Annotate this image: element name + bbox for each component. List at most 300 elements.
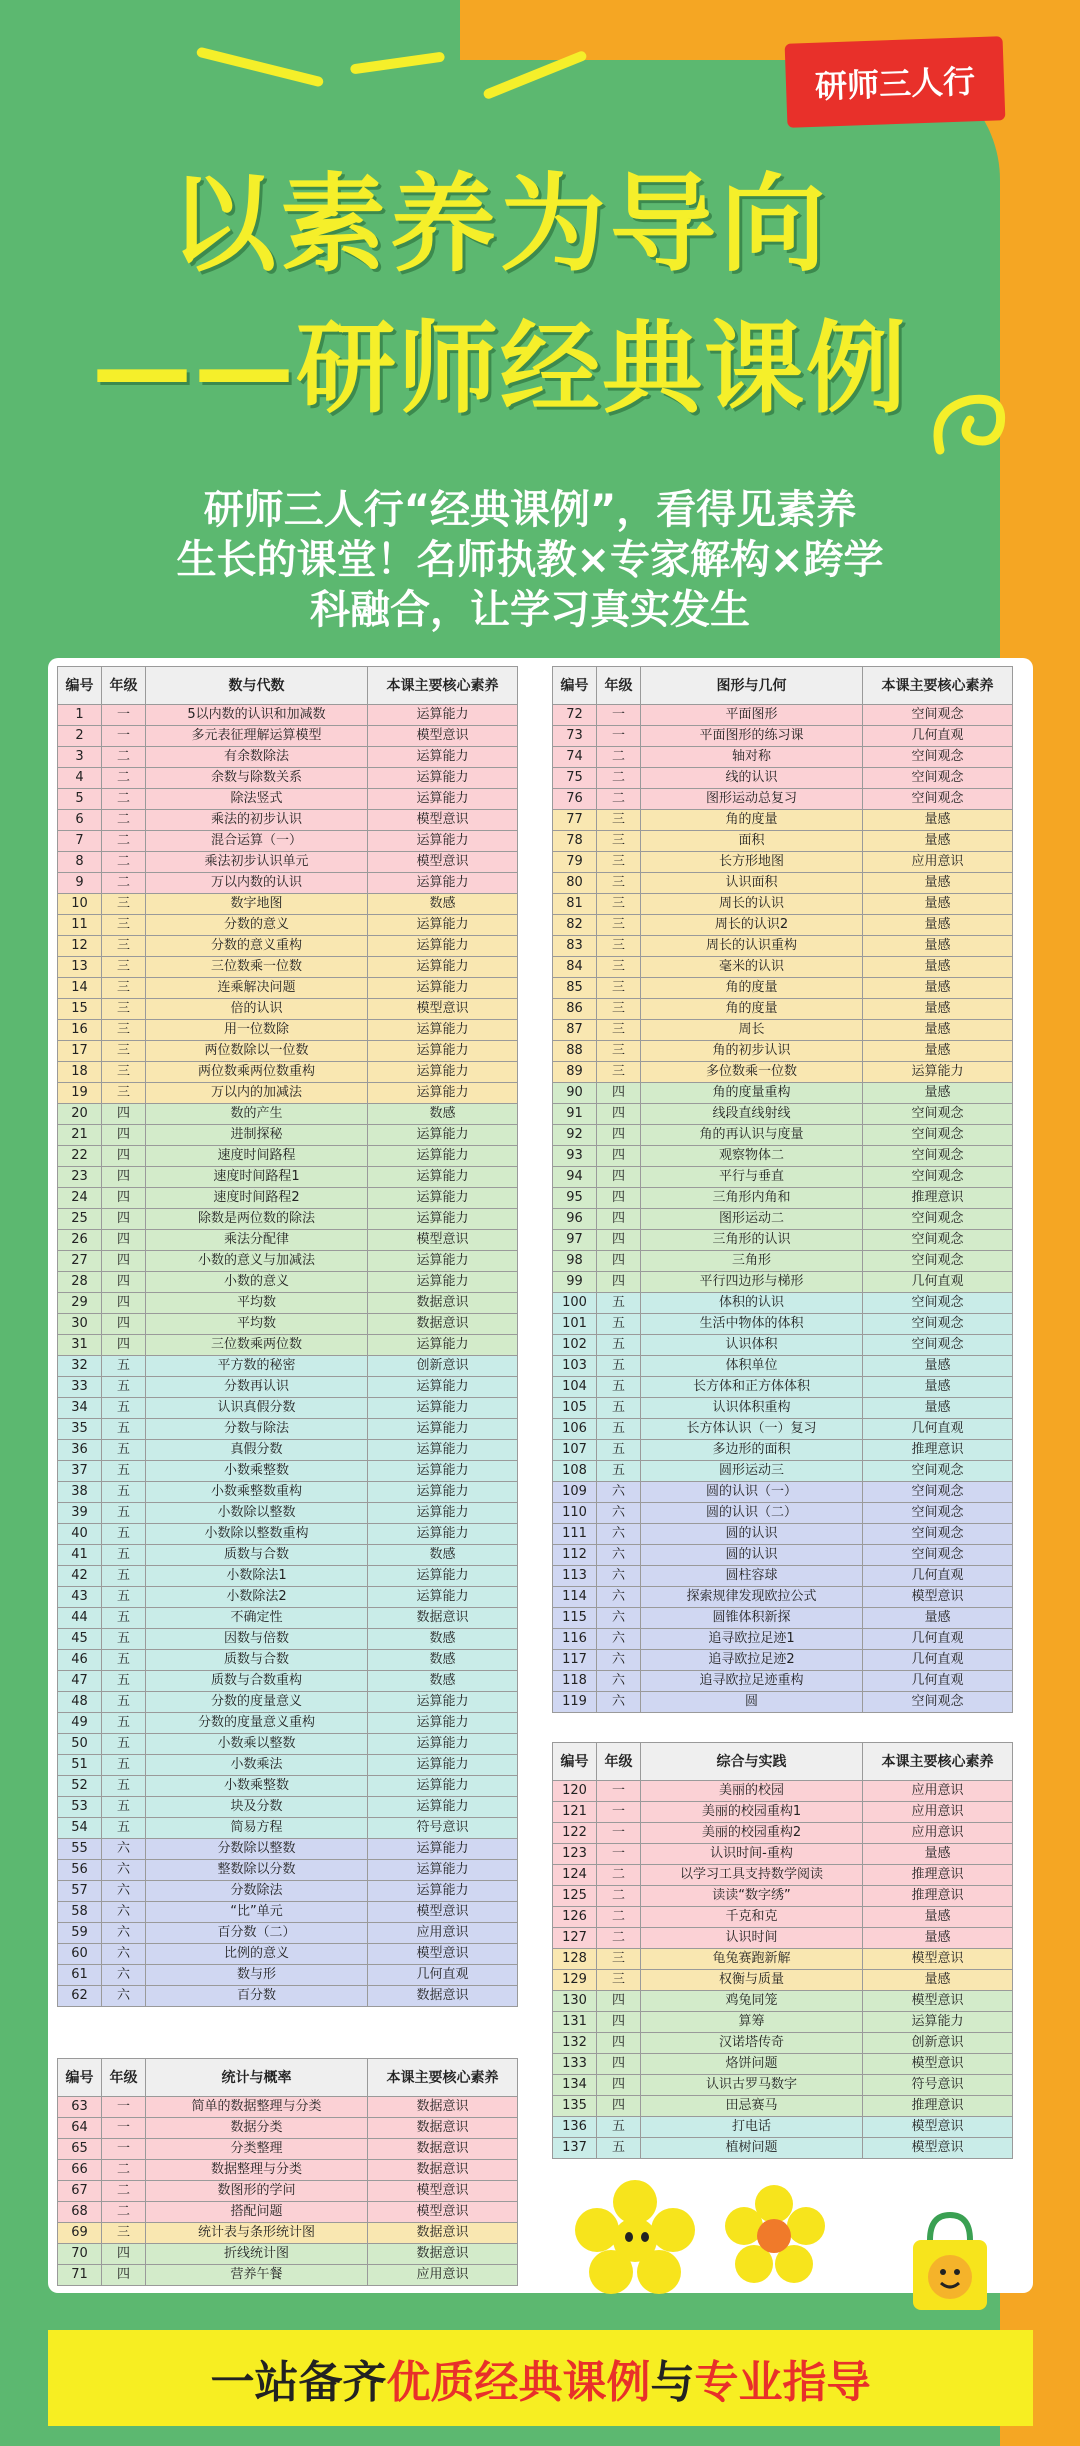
cell-lesson: 速度时间路程2 [146,1188,368,1209]
table-row [58,1818,518,1839]
table-row [553,1461,1013,1482]
table-row [58,1608,518,1629]
cell-core: 运算能力 [863,1062,1013,1083]
cell-core: 运算能力 [863,2012,1013,2033]
cell-lesson: 小数的意义与加减法 [146,1251,368,1272]
cell-grade: 五 [102,1566,146,1587]
cell-core: 模型意识 [863,2117,1013,2138]
cell-grade: 三 [102,1041,146,1062]
cell-lesson: 营养午餐 [146,2265,368,2286]
cell-grade: 四 [597,1125,641,1146]
cell-lesson: 读读“数字绣” [641,1886,863,1907]
cell-lesson: 混合运算（一） [146,831,368,852]
cell-core: 量感 [863,1083,1013,1104]
cell-grade: 二 [102,747,146,768]
table-row [553,1844,1013,1865]
cell-core: 量感 [863,810,1013,831]
cell-num: 40 [58,1524,102,1545]
table-row [553,1692,1013,1713]
cell-num: 127 [553,1928,597,1949]
cell-core: 运算能力 [368,1755,518,1776]
cell-core: 空间观念 [863,705,1013,726]
cell-grade: 二 [597,1928,641,1949]
table-row [58,1293,518,1314]
table-row [553,1629,1013,1650]
table-row [553,2138,1013,2159]
cell-core: 数据意识 [368,2097,518,2118]
cell-grade: 六 [597,1608,641,1629]
cell-core: 数感 [368,1629,518,1650]
cell-core: 空间观念 [863,1503,1013,1524]
table-row [58,1146,518,1167]
cell-core: 推理意识 [863,1886,1013,1907]
cell-grade: 三 [597,1020,641,1041]
cell-core: 模型意识 [368,1902,518,1923]
cell-core: 空间观念 [863,1335,1013,1356]
cell-grade: 四 [597,1230,641,1251]
cell-core: 模型意识 [368,1230,518,1251]
cell-num: 8 [58,852,102,873]
cell-lesson: 田忌赛马 [641,2096,863,2117]
cell-core: 空间观念 [863,1146,1013,1167]
table-row [553,1886,1013,1907]
table-row [553,1377,1013,1398]
cell-lesson: 平方数的秘密 [146,1356,368,1377]
table-row [58,831,518,852]
table-row [58,2202,518,2223]
table-row [58,1839,518,1860]
table-row [58,1020,518,1041]
cell-lesson: 平行与垂直 [641,1167,863,1188]
cell-core: 运算能力 [368,789,518,810]
cell-num: 129 [553,1970,597,1991]
cell-num: 66 [58,2160,102,2181]
cell-grade: 三 [102,957,146,978]
cell-core: 空间观念 [863,1524,1013,1545]
cell-lesson: 周长的认识重构 [641,936,863,957]
cell-grade: 一 [102,726,146,747]
table-row [58,1062,518,1083]
table-row [58,1650,518,1671]
cell-core: 模型意识 [368,810,518,831]
table-row [58,1314,518,1335]
cell-num: 35 [58,1419,102,1440]
cell-lesson: 算筹 [641,2012,863,2033]
cell-lesson: 追寻欧拉足迹重构 [641,1671,863,1692]
cell-core: 运算能力 [368,1839,518,1860]
cell-lesson: 小数乘整数 [146,1461,368,1482]
table-row [553,1482,1013,1503]
table-row [58,768,518,789]
cell-num: 91 [553,1104,597,1125]
cell-lesson: 简单的数据整理与分类 [146,2097,368,2118]
table-row [58,1083,518,1104]
cell-num: 128 [553,1949,597,1970]
shopping-bag-icon [905,2205,995,2315]
cell-num: 51 [58,1755,102,1776]
flower-icon [575,2180,695,2300]
cell-core: 量感 [863,1844,1013,1865]
cell-num: 2 [58,726,102,747]
cell-core: 运算能力 [368,1062,518,1083]
cell-core: 量感 [863,894,1013,915]
cell-core: 几何直观 [863,726,1013,747]
cell-core: 运算能力 [368,831,518,852]
cell-lesson: 多元表征理解运算模型 [146,726,368,747]
cell-num: 133 [553,2054,597,2075]
cell-grade: 五 [597,1440,641,1461]
cell-grade: 二 [102,768,146,789]
cell-num: 24 [58,1188,102,1209]
cell-core: 数据意识 [368,2139,518,2160]
cell-num: 25 [58,1209,102,1230]
cell-lesson: 三位数乘两位数 [146,1335,368,1356]
table-row [58,957,518,978]
cell-lesson: 图形运动总复习 [641,789,863,810]
table-row [58,1272,518,1293]
cell-lesson: 探索规律发现欧拉公式 [641,1587,863,1608]
cell-core: 量感 [863,999,1013,1020]
cell-lesson: 连乘解决问题 [146,978,368,999]
cell-grade: 一 [597,726,641,747]
table-row [58,1503,518,1524]
cell-lesson: 速度时间路程 [146,1146,368,1167]
cell-grade: 四 [102,1314,146,1335]
table-row [553,1928,1013,1949]
table-row [553,2075,1013,2096]
cell-core: 数据意识 [368,1293,518,1314]
table-row [58,2118,518,2139]
table-statistics [57,2058,518,2286]
cell-lesson: 乘法初步认识单元 [146,852,368,873]
cell-lesson: 圆的认识（二） [641,1503,863,1524]
cell-lesson: 多位数乘一位数 [641,1062,863,1083]
cell-num: 30 [58,1314,102,1335]
table-row [553,1566,1013,1587]
cell-core: 量感 [863,936,1013,957]
cell-core: 空间观念 [863,1251,1013,1272]
cell-num: 87 [553,1020,597,1041]
cell-num: 131 [553,2012,597,2033]
cell-num: 71 [58,2265,102,2286]
bottom-banner [48,2330,1033,2426]
cell-num: 125 [553,1886,597,1907]
cell-lesson: 圆柱容球 [641,1566,863,1587]
cell-lesson: 鸡兔同笼 [641,1991,863,2012]
cell-grade: 五 [597,1398,641,1419]
cell-grade: 五 [597,1293,641,1314]
cell-lesson: 认识时间 [641,1928,863,1949]
cell-grade: 五 [597,2117,641,2138]
cell-grade: 五 [597,1314,641,1335]
table-row [58,1440,518,1461]
cell-num: 72 [553,705,597,726]
cell-grade: 四 [597,1146,641,1167]
cell-core: 运算能力 [368,978,518,999]
cell-core: 运算能力 [368,873,518,894]
table-row [553,1083,1013,1104]
cell-grade: 五 [102,1461,146,1482]
cell-num: 134 [553,2075,597,2096]
cell-lesson: 除数是两位数的除法 [146,1209,368,1230]
cell-lesson: 轴对称 [641,747,863,768]
cell-core: 推理意识 [863,1440,1013,1461]
cell-num: 1 [58,705,102,726]
cell-core: 运算能力 [368,1566,518,1587]
cell-num: 90 [553,1083,597,1104]
cell-core: 空间观念 [863,789,1013,810]
table-row [553,936,1013,957]
cell-lesson: 三角形内角和 [641,1188,863,1209]
cell-lesson: 质数与合数 [146,1650,368,1671]
flower-icon [725,2185,825,2285]
cell-core: 量感 [863,1970,1013,1991]
cell-core: 空间观念 [863,747,1013,768]
table-row [553,1230,1013,1251]
cell-grade: 二 [597,747,641,768]
table-row [58,1482,518,1503]
table-row [58,1881,518,1902]
cell-lesson: 分数的度量意义重构 [146,1713,368,1734]
cell-lesson: 有余数除法 [146,747,368,768]
cell-core: 模型意识 [368,726,518,747]
table-row [58,2097,518,2118]
cell-core: 量感 [863,957,1013,978]
header-core: 本课主要核心素养 [368,2059,518,2097]
cell-lesson: 分数的度量意义 [146,1692,368,1713]
table-row [553,1419,1013,1440]
cell-num: 120 [553,1781,597,1802]
table-row [58,747,518,768]
cell-grade: 五 [102,1524,146,1545]
cell-grade: 一 [102,2118,146,2139]
cell-grade: 五 [102,1398,146,1419]
table-row [58,1776,518,1797]
cell-num: 108 [553,1461,597,1482]
cell-lesson: 圆形运动三 [641,1461,863,1482]
cell-num: 94 [553,1167,597,1188]
banner-text: 与 [650,2357,695,2408]
cell-core: 运算能力 [368,1398,518,1419]
table-row [58,1902,518,1923]
cell-core: 数据意识 [368,2118,518,2139]
cell-grade: 一 [102,2139,146,2160]
cell-num: 34 [58,1398,102,1419]
cell-core: 运算能力 [368,1167,518,1188]
cell-grade: 二 [102,810,146,831]
cell-core: 运算能力 [368,1587,518,1608]
cell-num: 65 [58,2139,102,2160]
cell-core: 运算能力 [368,1797,518,1818]
cell-core: 量感 [863,1377,1013,1398]
header-core: 本课主要核心素养 [368,667,518,705]
table-row [553,1251,1013,1272]
table-row [553,1865,1013,1886]
cell-core: 空间观念 [863,1461,1013,1482]
table-row [553,1167,1013,1188]
cell-grade: 四 [597,1251,641,1272]
table-row [58,873,518,894]
cell-grade: 二 [102,2202,146,2223]
table-row [553,2096,1013,2117]
cell-core: 量感 [863,1356,1013,1377]
cell-grade: 二 [597,1886,641,1907]
cell-num: 20 [58,1104,102,1125]
cell-grade: 四 [597,2096,641,2117]
cell-lesson: 数与形 [146,1965,368,1986]
cell-grade: 三 [597,1970,641,1991]
cell-core: 量感 [863,1608,1013,1629]
table-row [553,705,1013,726]
table-row [553,1020,1013,1041]
cell-core: 符号意识 [368,1818,518,1839]
cell-core: 运算能力 [368,768,518,789]
cell-num: 31 [58,1335,102,1356]
table-header-row [553,667,1013,705]
cell-core: 运算能力 [368,1083,518,1104]
cell-lesson: 搭配问题 [146,2202,368,2223]
cell-grade: 三 [102,915,146,936]
table-row [553,1503,1013,1524]
table-number-algebra [57,666,518,2007]
cell-grade: 六 [597,1503,641,1524]
swirl-icon [920,370,1020,470]
header-grade: 年级 [597,1743,641,1781]
cell-core: 量感 [863,873,1013,894]
table-row [553,999,1013,1020]
cell-num: 74 [553,747,597,768]
cell-num: 135 [553,2096,597,2117]
cell-core: 空间观念 [863,1230,1013,1251]
cell-core: 推理意识 [863,2096,1013,2117]
cell-lesson: 两位数除以一位数 [146,1041,368,1062]
cell-lesson: 生活中物体的体积 [641,1314,863,1335]
cell-grade: 四 [102,2265,146,2286]
cell-grade: 四 [597,1272,641,1293]
table-row [58,852,518,873]
cell-num: 44 [58,1608,102,1629]
cell-num: 17 [58,1041,102,1062]
header-core: 本课主要核心素养 [863,1743,1013,1781]
cell-num: 10 [58,894,102,915]
cell-grade: 四 [597,1167,641,1188]
cell-num: 32 [58,1356,102,1377]
cell-num: 101 [553,1314,597,1335]
cell-num: 107 [553,1440,597,1461]
table-row [553,957,1013,978]
cell-core: 运算能力 [368,1692,518,1713]
cell-lesson: 小数乘以整数 [146,1734,368,1755]
table-row [553,873,1013,894]
table-row [58,1461,518,1482]
cell-core: 模型意识 [368,2181,518,2202]
cell-grade: 四 [102,1146,146,1167]
cell-grade: 五 [102,1356,146,1377]
table-row [58,1377,518,1398]
cell-core: 量感 [863,1020,1013,1041]
cell-grade: 六 [597,1545,641,1566]
cell-core: 空间观念 [863,1482,1013,1503]
cell-lesson: 三角形 [641,1251,863,1272]
cell-grade: 三 [102,999,146,1020]
cell-core: 运算能力 [368,1251,518,1272]
cell-grade: 五 [597,1335,641,1356]
cell-core: 空间观念 [863,1545,1013,1566]
cell-num: 7 [58,831,102,852]
table-row [553,1524,1013,1545]
cell-grade: 一 [102,2097,146,2118]
cell-lesson: 小数除以整数重构 [146,1524,368,1545]
cell-core: 空间观念 [863,768,1013,789]
cell-lesson: 美丽的校园 [641,1781,863,1802]
table-row [553,1781,1013,1802]
table-row [58,1944,518,1965]
table-row [58,1587,518,1608]
cell-num: 80 [553,873,597,894]
cell-lesson: 美丽的校园重构1 [641,1802,863,1823]
cell-grade: 四 [102,1188,146,1209]
table-row [553,852,1013,873]
cell-lesson: 角的度量 [641,810,863,831]
cell-num: 27 [58,1251,102,1272]
table-row [553,1272,1013,1293]
cell-core: 运算能力 [368,747,518,768]
cell-grade: 四 [597,1209,641,1230]
cell-core: 空间观念 [863,1293,1013,1314]
cell-core: 模型意识 [368,852,518,873]
table-row [58,705,518,726]
cell-lesson: 追寻欧拉足迹1 [641,1629,863,1650]
cell-core: 运算能力 [368,1881,518,1902]
cell-num: 119 [553,1692,597,1713]
cell-grade: 五 [102,1629,146,1650]
cell-num: 50 [58,1734,102,1755]
table-row [553,1209,1013,1230]
cell-grade: 五 [102,1377,146,1398]
cell-grade: 五 [102,1440,146,1461]
cell-grade: 五 [102,1503,146,1524]
cell-grade: 五 [102,1608,146,1629]
cell-num: 115 [553,1608,597,1629]
cell-lesson: 因数与倍数 [146,1629,368,1650]
cell-lesson: 平面图形 [641,705,863,726]
cell-lesson: 观察物体二 [641,1146,863,1167]
cell-grade: 五 [102,1755,146,1776]
cell-grade: 六 [597,1482,641,1503]
cell-num: 122 [553,1823,597,1844]
cell-grade: 二 [597,768,641,789]
cell-num: 75 [553,768,597,789]
cell-core: 数据意识 [368,1986,518,2007]
table-row [58,1671,518,1692]
cell-lesson: 分数的意义重构 [146,936,368,957]
cell-grade: 五 [102,1692,146,1713]
cell-core: 创新意识 [863,2033,1013,2054]
cell-grade: 一 [597,705,641,726]
cell-lesson: 认识体积重构 [641,1398,863,1419]
cell-grade: 五 [597,1356,641,1377]
cell-grade: 五 [597,1377,641,1398]
cell-lesson: 多边形的面积 [641,1440,863,1461]
cell-num: 82 [553,915,597,936]
cell-lesson: 线段直线射线 [641,1104,863,1125]
cell-num: 70 [58,2244,102,2265]
cell-num: 43 [58,1587,102,1608]
cell-grade: 四 [597,1104,641,1125]
cell-num: 60 [58,1944,102,1965]
cell-core: 应用意识 [863,852,1013,873]
cell-grade: 四 [597,2075,641,2096]
